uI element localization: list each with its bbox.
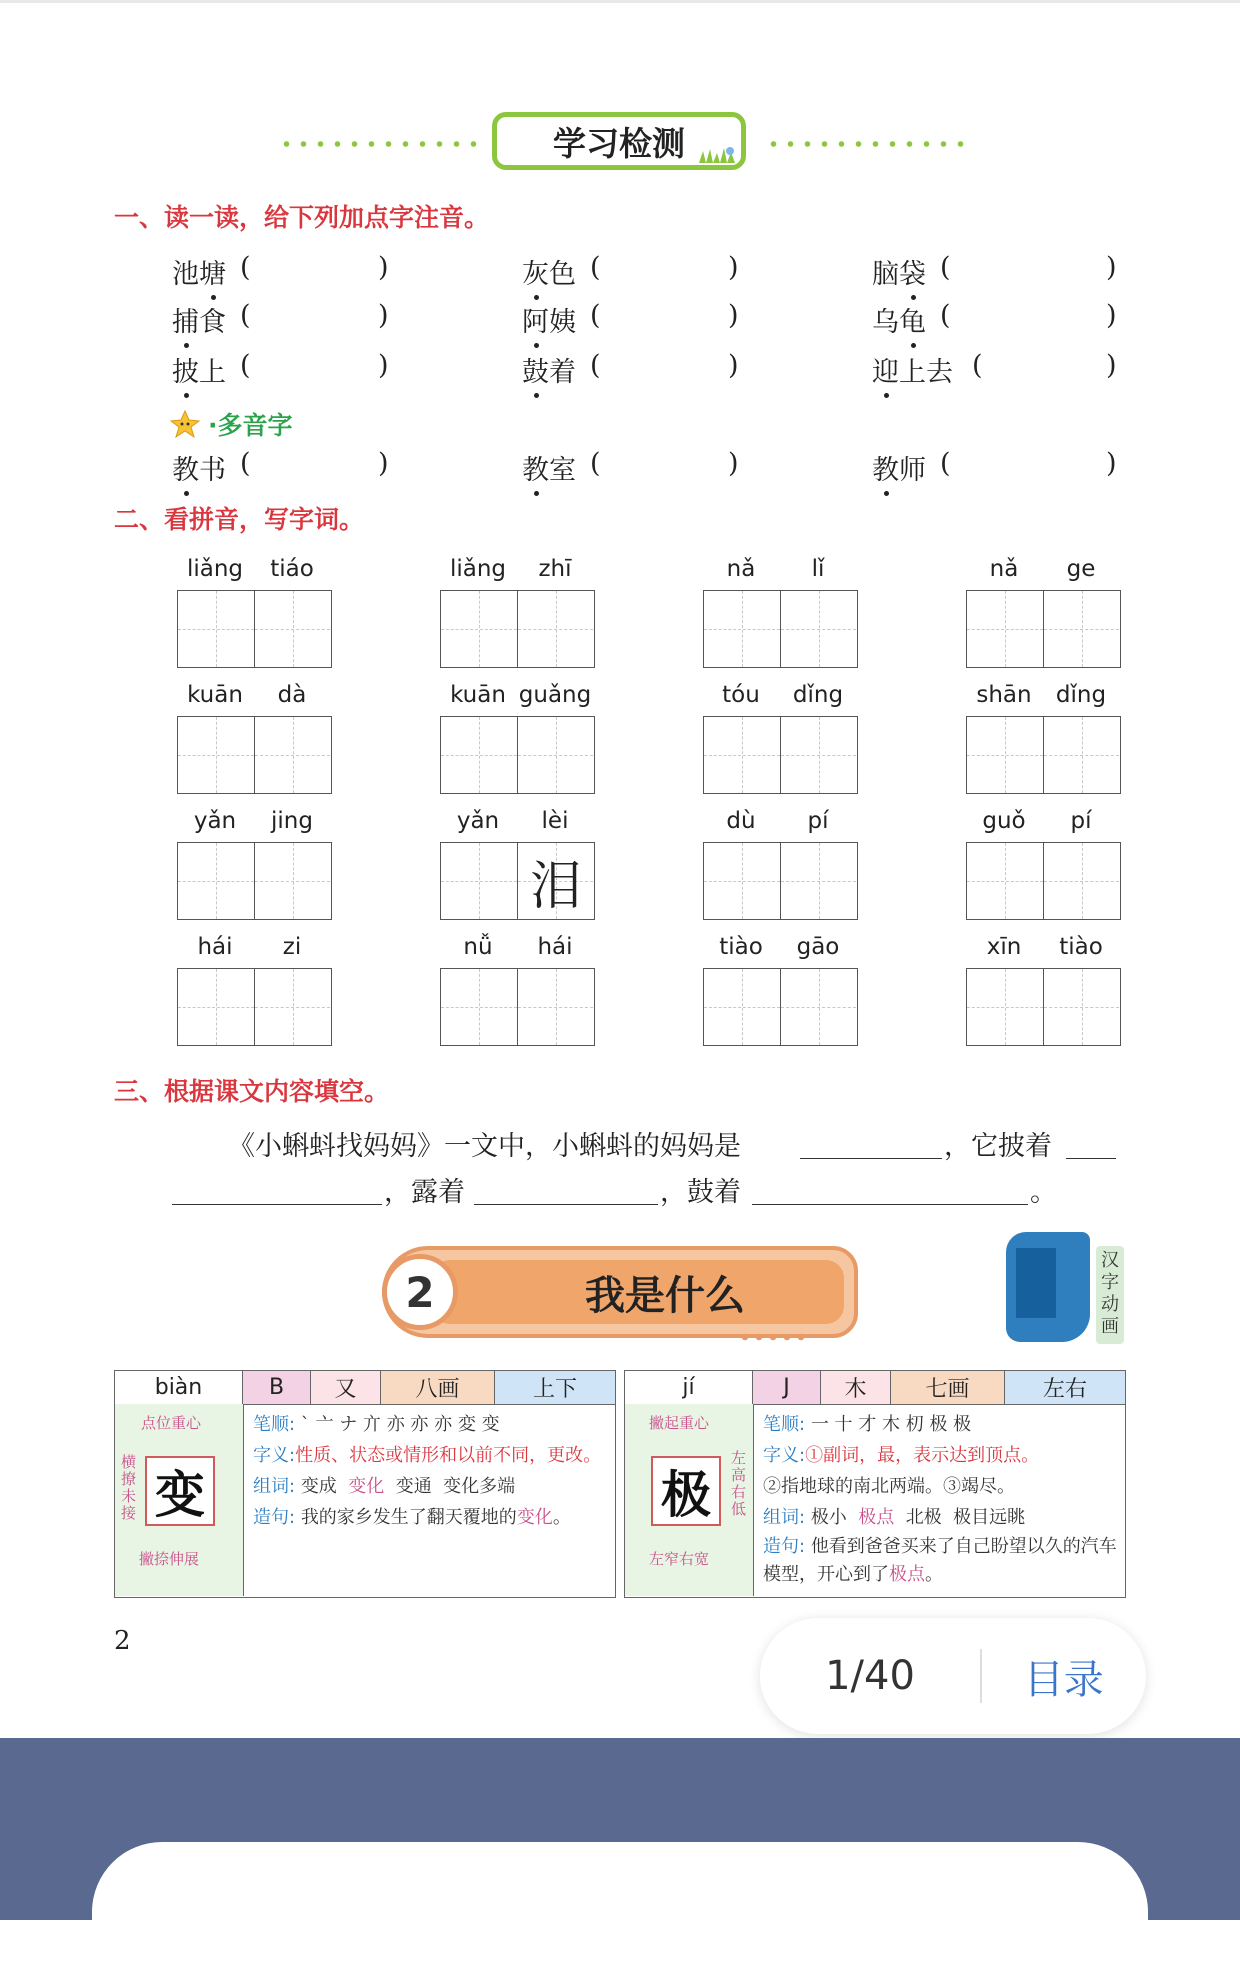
answer-paren-open: ( xyxy=(590,252,601,283)
phrase: 灰色 xyxy=(522,252,576,291)
writing-box[interactable] xyxy=(967,969,1043,1045)
fill-blank-3[interactable] xyxy=(172,1204,382,1205)
answer-paren-open: ( xyxy=(240,350,251,381)
writing-box[interactable] xyxy=(1043,591,1119,667)
title-banner xyxy=(492,112,746,170)
pinyin-syllable: guǎng xyxy=(518,682,592,708)
phrase: 脑袋 xyxy=(872,252,926,291)
pinyin-syllable: dù xyxy=(726,808,756,834)
answer-paren-close: ) xyxy=(728,448,739,479)
pinyin-writing-pair xyxy=(966,682,1121,814)
polyphone-text: ·多音字 xyxy=(208,411,293,440)
pinyin-answer-field[interactable] xyxy=(254,450,374,482)
pinyin-writing-pair xyxy=(440,556,595,688)
answer-paren-close: ) xyxy=(1106,350,1117,381)
lesson-dots xyxy=(738,1333,808,1341)
pinyin-syllable: gāo xyxy=(796,934,840,960)
fill-blank-2[interactable] xyxy=(1066,1158,1116,1159)
pinyin-answer-field[interactable] xyxy=(604,254,724,286)
pinyin-answer-field[interactable] xyxy=(954,254,1102,286)
pager-pill xyxy=(760,1618,1146,1734)
pinyin-syllable: shān xyxy=(976,682,1032,708)
animation-tag-text: 汉字动画 xyxy=(1101,1250,1119,1337)
prefilled-char xyxy=(518,591,594,667)
writing-box[interactable] xyxy=(1043,717,1119,793)
answer-paren-open: ( xyxy=(940,448,951,479)
decor-dots-left xyxy=(278,138,478,150)
card1-sentence: 我的家乡发生了翻天覆地的 xyxy=(300,1507,517,1528)
pinyin-syllable: zhī xyxy=(538,556,572,582)
pinyin-writing-pair xyxy=(177,682,332,814)
phrase: 教室 xyxy=(522,448,576,487)
prefilled-char xyxy=(518,969,594,1045)
pinyin-syllable: nǚ xyxy=(463,934,493,960)
writing-box[interactable] xyxy=(517,717,593,793)
answer-paren-open: ( xyxy=(240,300,251,331)
pinyin-writing-pair xyxy=(703,808,858,940)
prefilled-char: 泪 xyxy=(529,856,582,917)
pinyin-writing-pair xyxy=(703,556,858,688)
pinyin-answer-field[interactable] xyxy=(254,254,374,286)
answer-paren-open: ( xyxy=(590,448,601,479)
top-divider xyxy=(0,0,1240,3)
card2-word: 极目远眺 xyxy=(953,1507,1026,1528)
animation-tag[interactable] xyxy=(1096,1246,1124,1344)
card2-word: 北极 xyxy=(905,1507,942,1528)
pinyin-syllable: tiào xyxy=(719,934,763,960)
card1-tip-left: 横撩未接 xyxy=(121,1453,137,1522)
writing-box[interactable] xyxy=(704,843,780,919)
card2-word: 极小 xyxy=(810,1507,847,1528)
section3-heading: 三、根据课文内容填空。 xyxy=(114,1077,390,1106)
writing-box[interactable] xyxy=(254,717,330,793)
card1-char: 变 xyxy=(145,1456,215,1526)
decor-dots-right xyxy=(765,138,965,150)
pinyin-syllable: pí xyxy=(1070,808,1092,834)
pinyin-syllable: tiáo xyxy=(270,556,314,582)
answer-paren-close: ) xyxy=(728,252,739,283)
prefilled-char xyxy=(781,717,857,793)
writing-box[interactable] xyxy=(441,843,517,919)
pinyin-syllable: ge xyxy=(1066,556,1096,582)
answer-paren-open: ( xyxy=(590,350,601,381)
pinyin-syllable: liǎng xyxy=(449,556,507,582)
pinyin-syllable: xīn xyxy=(986,934,1022,960)
pinyin-writing-pair xyxy=(440,808,595,940)
pinyin-syllable: dǐng xyxy=(792,682,844,708)
card2-words-label: 组词: xyxy=(763,1507,806,1528)
page-counter[interactable]: 1/40 xyxy=(825,1653,915,1699)
card1-words-label: 组词: xyxy=(253,1476,296,1497)
card2-order: 一 十 才 木 朷 极 极 xyxy=(810,1414,972,1435)
answer-paren-open: ( xyxy=(240,448,251,479)
card2-tip-top: 撇起重心 xyxy=(649,1414,710,1432)
answer-paren-open: ( xyxy=(940,300,951,331)
card1-word: 变化多端 xyxy=(443,1476,516,1497)
star-icon xyxy=(168,409,202,439)
writing-box[interactable] xyxy=(967,843,1043,919)
pinyin-writing-pair xyxy=(703,934,858,1066)
card2-meaning1: ①副词，最，表示达到顶点。 xyxy=(805,1445,1040,1466)
pinyin-syllable: zi xyxy=(282,934,302,960)
pinyin-syllable: lǐ xyxy=(811,556,825,582)
card1-initial: B xyxy=(243,1371,311,1404)
prefilled-char xyxy=(255,591,331,667)
pinyin-syllable: pí xyxy=(807,808,829,834)
card2-meaning-label: 字义: xyxy=(763,1445,806,1466)
pinyin-syllable: dà xyxy=(277,682,307,708)
writing-box[interactable] xyxy=(780,843,856,919)
writing-box[interactable] xyxy=(780,969,856,1045)
card2-sentence-end: 。 xyxy=(925,1564,943,1585)
pinyin-writing-pair xyxy=(703,682,858,814)
answer-paren-open: ( xyxy=(972,350,983,381)
pinyin-syllable: lèi xyxy=(541,808,569,834)
writing-box[interactable] xyxy=(780,717,856,793)
card2-word: 极点 xyxy=(858,1507,895,1528)
pinyin-answer-field[interactable] xyxy=(254,352,374,384)
pinyin-syllable: jing xyxy=(271,808,313,834)
grass-icon xyxy=(697,145,737,163)
lesson-number: 2 xyxy=(382,1254,458,1330)
card2-tip-right: 左高右低 xyxy=(731,1449,747,1518)
pinyin-answer-field[interactable] xyxy=(604,302,724,334)
fill-blank-5[interactable] xyxy=(752,1204,1028,1205)
prefilled-char xyxy=(518,717,594,793)
writing-box[interactable] xyxy=(704,591,780,667)
page-title: 学习检测 xyxy=(553,123,685,163)
card1-body xyxy=(253,1409,609,1533)
writing-box[interactable] xyxy=(1043,969,1119,1045)
pinyin-syllable: tiào xyxy=(1059,934,1103,960)
pinyin-answer-field[interactable] xyxy=(254,302,374,334)
card1-sentence-label: 造句: xyxy=(253,1507,296,1528)
writing-box[interactable] xyxy=(967,591,1043,667)
lesson-banner xyxy=(382,1246,858,1338)
phrase: 教书 xyxy=(172,448,226,487)
writing-box[interactable] xyxy=(704,717,780,793)
card1-order: ` 亠 ナ 亣 亦 亦 亦 変 变 xyxy=(300,1414,500,1435)
writing-box[interactable] xyxy=(441,717,517,793)
writing-box[interactable] xyxy=(178,969,254,1045)
prefilled-char xyxy=(255,717,331,793)
prefilled-char xyxy=(781,591,857,667)
prefilled-char xyxy=(781,969,857,1045)
card2-meaning2: ②指地球的南北两端。③竭尽。 xyxy=(763,1476,1015,1497)
pinyin-syllable: nǎ xyxy=(726,556,756,582)
pinyin-answer-field[interactable] xyxy=(954,450,1102,482)
card1-tip-bottom: 撇捺伸展 xyxy=(139,1550,200,1568)
fill-text-2a: ，露着 xyxy=(384,1177,465,1208)
card1-tip-top: 点位重心 xyxy=(141,1414,202,1432)
card2-tip-bottom: 左窄右宽 xyxy=(649,1550,710,1568)
prefilled-char xyxy=(781,843,857,919)
writing-box[interactable] xyxy=(441,591,517,667)
section1-heading: 一、读一读，给下列加点字注音。 xyxy=(114,203,490,232)
card1-meaning-label: 字义: xyxy=(253,1445,296,1466)
pinyin-answer-field[interactable] xyxy=(954,302,1102,334)
char-card-bian xyxy=(114,1370,616,1598)
phrase: 阿姨 xyxy=(522,300,576,339)
pinyin-answer-field[interactable] xyxy=(986,352,1102,384)
pinyin-syllable: kuān xyxy=(187,682,243,708)
card1-structure: 上下 xyxy=(495,1371,615,1404)
answer-paren-close: ) xyxy=(378,448,389,479)
fill-blank-4[interactable] xyxy=(474,1204,658,1205)
writing-box[interactable] xyxy=(517,591,593,667)
answer-paren-open: ( xyxy=(590,300,601,331)
pinyin-writing-pair xyxy=(177,556,332,688)
qr-code-icon[interactable] xyxy=(1006,1232,1090,1342)
writing-box[interactable] xyxy=(178,591,254,667)
prefilled-char xyxy=(255,969,331,1045)
pinyin-syllable: tóu xyxy=(722,682,760,708)
writing-box[interactable] xyxy=(254,969,330,1045)
card2-body xyxy=(763,1409,1119,1589)
card1-word: 变通 xyxy=(395,1476,432,1497)
card1-order-label: 笔顺: xyxy=(253,1414,296,1435)
pinyin-answer-field[interactable] xyxy=(604,450,724,482)
card2-sentence: 他看到爸爸买来了自己盼望以久的汽车模型，开心到了 xyxy=(763,1536,1117,1585)
card2-order-label: 笔顺: xyxy=(763,1414,806,1435)
answer-paren-close: ) xyxy=(728,350,739,381)
page-number: 2 xyxy=(114,1626,131,1656)
answer-paren-close: ) xyxy=(1106,448,1117,479)
writing-box[interactable] xyxy=(441,969,517,1045)
prefilled-char xyxy=(1044,591,1120,667)
polyphone-label xyxy=(168,406,293,442)
pinyin-writing-pair xyxy=(177,808,332,940)
prefilled-char xyxy=(1044,969,1120,1045)
answer-paren-close: ) xyxy=(1106,252,1117,283)
toc-button[interactable]: 目录 xyxy=(1023,1656,1104,1703)
writing-box[interactable] xyxy=(704,969,780,1045)
writing-box[interactable] xyxy=(178,843,254,919)
phrase: 池塘 xyxy=(172,252,226,291)
char-card-ji xyxy=(624,1370,1126,1598)
pinyin-syllable: guǒ xyxy=(982,808,1026,834)
answer-paren-close: ) xyxy=(728,300,739,331)
pinyin-syllable: kuān xyxy=(450,682,506,708)
card1-meaning: 性质、状态或情形和以前不同，更改。 xyxy=(295,1445,602,1466)
writing-box[interactable] xyxy=(254,591,330,667)
pinyin-syllable: hái xyxy=(537,934,573,960)
pinyin-writing-pair xyxy=(966,556,1121,688)
fill-text-1a: 《小蝌蚪找妈妈》一文中，小蝌蚪的妈妈是 xyxy=(228,1131,741,1162)
writing-box[interactable] xyxy=(517,969,593,1045)
writing-box[interactable] xyxy=(967,717,1043,793)
fill-blank-1[interactable] xyxy=(800,1158,942,1159)
card2-sentence-word: 极点 xyxy=(889,1564,925,1585)
prefilled-char xyxy=(1044,843,1120,919)
card1-radical: 又 xyxy=(311,1371,381,1404)
answer-paren-open: ( xyxy=(240,252,251,283)
pinyin-answer-field[interactable] xyxy=(604,352,724,384)
pinyin-writing-pair xyxy=(966,808,1121,940)
answer-paren-close: ) xyxy=(1106,300,1117,331)
pinyin-syllable: yǎn xyxy=(193,808,237,834)
card1-pinyin: biàn xyxy=(115,1371,243,1404)
writing-box[interactable] xyxy=(517,843,593,919)
card2-sentence-label: 造句: xyxy=(763,1536,806,1557)
fill-text-2c: 。 xyxy=(1030,1177,1057,1208)
pinyin-syllable: dǐng xyxy=(1055,682,1107,708)
pinyin-writing-pair xyxy=(966,934,1121,1066)
fill-text-2b: ，鼓着 xyxy=(660,1177,741,1208)
phrase: 迎上去 xyxy=(872,350,953,389)
writing-box[interactable] xyxy=(1043,843,1119,919)
pinyin-syllable: hái xyxy=(197,934,233,960)
prefilled-char xyxy=(255,843,331,919)
section2-heading: 二、看拼音，写字词。 xyxy=(114,505,365,534)
card2-pinyin: jí xyxy=(625,1371,753,1404)
phrase: 乌龟 xyxy=(872,300,926,339)
pinyin-syllable: yǎn xyxy=(456,808,500,834)
writing-box[interactable] xyxy=(780,591,856,667)
answer-paren-open: ( xyxy=(940,252,951,283)
card1-sentence-end: 。 xyxy=(552,1507,571,1528)
prefilled-char xyxy=(1044,717,1120,793)
card1-strokes: 八画 xyxy=(381,1371,495,1404)
phrase: 教师 xyxy=(872,448,926,487)
writing-box[interactable] xyxy=(178,717,254,793)
writing-box[interactable] xyxy=(254,843,330,919)
card2-strokes: 七画 xyxy=(891,1371,1005,1404)
pinyin-writing-pair xyxy=(177,934,332,1066)
pinyin-writing-pair xyxy=(440,934,595,1066)
bottom-sheet[interactable] xyxy=(92,1842,1148,1962)
answer-paren-close: ) xyxy=(378,252,389,283)
card1-sentence-word: 变化 xyxy=(516,1507,553,1528)
answer-paren-close: ) xyxy=(378,300,389,331)
card2-structure: 左右 xyxy=(1005,1371,1125,1404)
pinyin-writing-pair xyxy=(440,682,595,814)
phrase: 鼓着 xyxy=(522,350,576,389)
answer-paren-close: ) xyxy=(378,350,389,381)
phrase: 披上 xyxy=(172,350,226,389)
fill-text-1b: ，它披着 xyxy=(944,1131,1052,1162)
card2-initial: J xyxy=(753,1371,821,1404)
lesson-title: 我是什么 xyxy=(585,1272,745,1319)
pinyin-syllable: nǎ xyxy=(989,556,1019,582)
card1-word: 变成 xyxy=(300,1476,337,1497)
card2-char: 极 xyxy=(651,1456,721,1526)
pinyin-syllable: liǎng xyxy=(186,556,244,582)
phrase: 捕食 xyxy=(172,300,226,339)
card1-word: 变化 xyxy=(348,1476,385,1497)
card2-radical: 木 xyxy=(821,1371,891,1404)
